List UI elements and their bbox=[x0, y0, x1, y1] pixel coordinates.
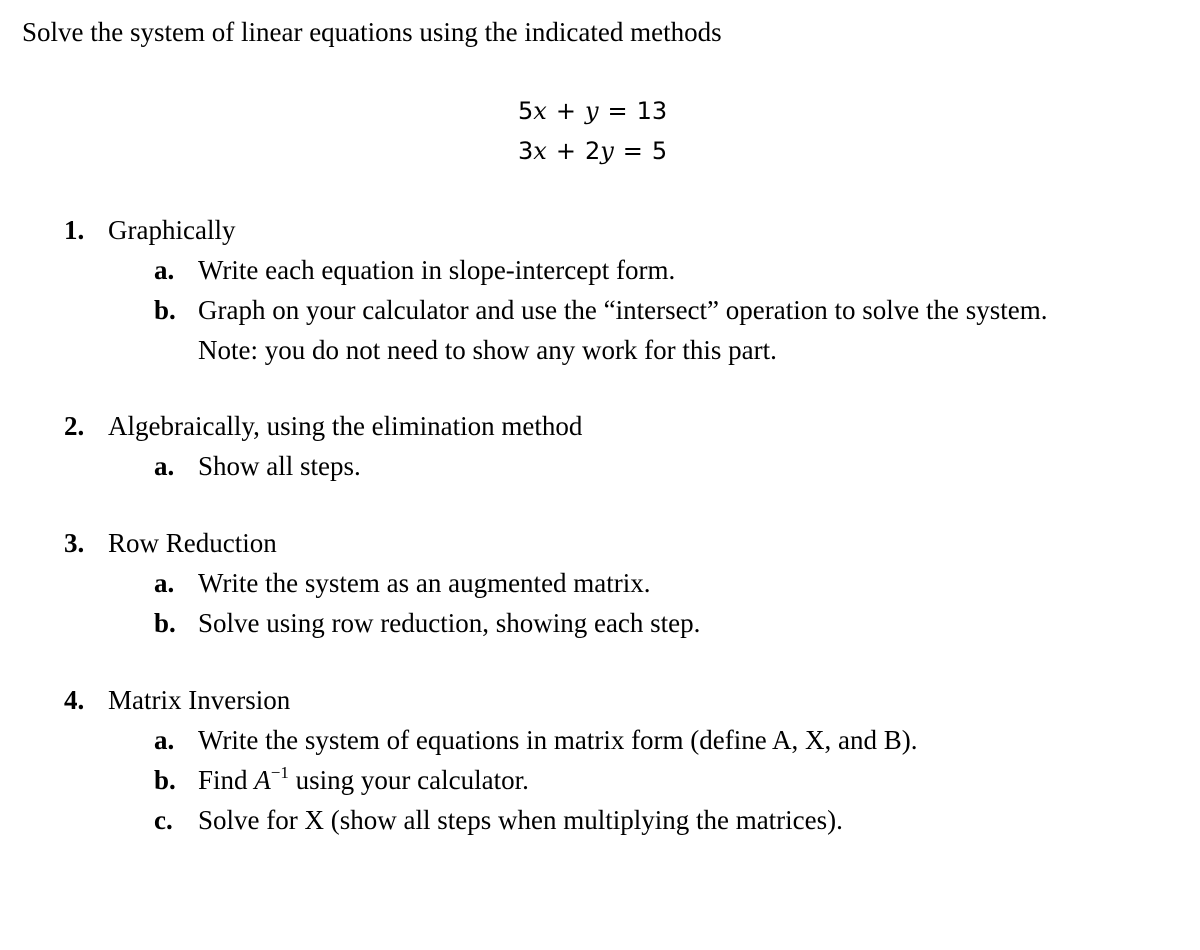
item-text: Solve for X (show all steps when multiplying the matrices). bbox=[198, 805, 843, 835]
section-graphically bbox=[64, 210, 1047, 370]
list-item bbox=[154, 446, 582, 486]
item-letter: b. bbox=[154, 295, 176, 325]
item-text: Write the system as an augmented matrix. bbox=[198, 568, 651, 598]
list-item bbox=[154, 603, 700, 643]
item-letter: b. bbox=[154, 765, 176, 795]
list-item bbox=[154, 760, 918, 800]
instructions-heading: Solve the system of linear equations using the indicated methods bbox=[22, 17, 722, 47]
section-title-text: Row Reduction bbox=[108, 528, 277, 558]
equation-2 bbox=[518, 131, 667, 171]
section-title bbox=[64, 680, 918, 720]
item-text: Write each equation in slope-intercept form. bbox=[198, 255, 676, 285]
eq1-equals: = bbox=[607, 97, 628, 125]
section-number: 3. bbox=[64, 528, 85, 558]
section-row-reduction bbox=[64, 523, 700, 643]
list-item bbox=[154, 250, 1047, 290]
section-items bbox=[154, 250, 1047, 370]
section-items bbox=[154, 720, 918, 840]
item-text: Solve using row reduction, showing each step. bbox=[198, 608, 701, 638]
eq2-rhs: 5 bbox=[651, 137, 668, 165]
section-items bbox=[154, 563, 700, 643]
matrix-a-symbol: A bbox=[254, 765, 271, 795]
list-item bbox=[154, 290, 1047, 330]
item-text bbox=[198, 760, 529, 800]
equation-1 bbox=[518, 91, 667, 131]
eq2-variable-x: x bbox=[533, 137, 547, 165]
section-number: 1. bbox=[64, 215, 85, 245]
eq2-coefficient-y: 2 bbox=[584, 137, 601, 165]
item-letter: b. bbox=[154, 608, 176, 638]
eq1-coefficient: 5 bbox=[518, 97, 534, 125]
item-text: Write the system of equations in matrix form (define A, X, and B). bbox=[198, 725, 918, 755]
section-title bbox=[64, 210, 1047, 250]
item-text: Graph on your calculator and use the “intersect” operation to solve the system. bbox=[198, 295, 1048, 325]
list-item bbox=[154, 720, 918, 760]
item-text: Show all steps. bbox=[198, 451, 361, 481]
eq2-coefficient-x: 3 bbox=[518, 137, 534, 165]
section-title bbox=[64, 523, 700, 563]
section-title bbox=[64, 406, 582, 446]
item-letter: a. bbox=[154, 725, 175, 755]
section-elimination bbox=[64, 406, 582, 486]
section-title-text: Matrix Inversion bbox=[108, 685, 291, 715]
inverse-exponent: −1 bbox=[270, 763, 289, 782]
eq1-variable-y: y bbox=[584, 97, 599, 125]
list-item bbox=[154, 563, 700, 603]
eq1-plus: + bbox=[555, 97, 576, 125]
section-title-text: Algebraically, using the elimination method bbox=[108, 411, 583, 441]
list-item bbox=[154, 800, 918, 840]
item-letter: a. bbox=[154, 451, 175, 481]
item-letter: a. bbox=[154, 255, 175, 285]
eq1-variable-x: x bbox=[533, 97, 547, 125]
item-note: Note: you do not need to show any work for this part. bbox=[198, 335, 777, 365]
section-matrix-inversion bbox=[64, 680, 918, 840]
eq2-equals: = bbox=[622, 137, 643, 165]
item-letter: c. bbox=[154, 805, 173, 835]
section-number: 4. bbox=[64, 685, 85, 715]
section-number: 2. bbox=[64, 411, 85, 441]
item-letter: a. bbox=[154, 568, 175, 598]
section-title-text: Graphically bbox=[108, 215, 236, 245]
item-text-post: using your calculator. bbox=[288, 765, 529, 795]
eq1-rhs: 13 bbox=[636, 97, 668, 125]
equation-system bbox=[518, 91, 667, 171]
item-text-pre: Find bbox=[198, 765, 255, 795]
eq2-variable-y: y bbox=[600, 137, 614, 165]
section-items bbox=[154, 446, 582, 486]
eq2-plus: + bbox=[555, 137, 576, 165]
